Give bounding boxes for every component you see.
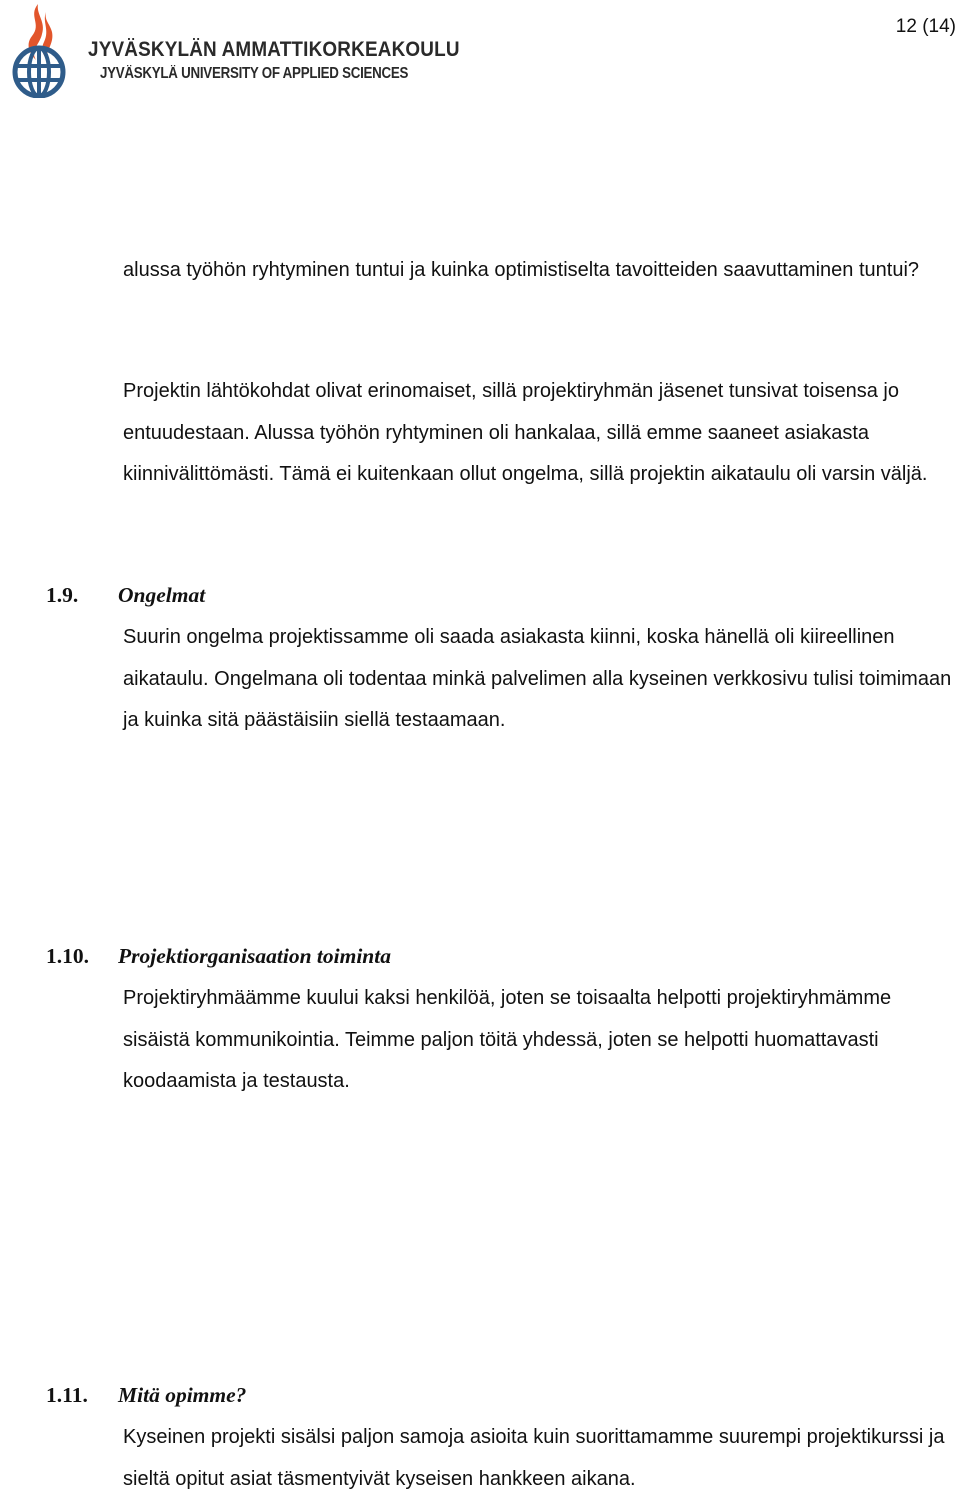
section-title: Ongelmat	[118, 583, 206, 607]
page-header	[0, 0, 960, 110]
section-text-project-organization: Projektiryhmäämme kuului kaksi henkilöä, joten se toisaalta helpotti projektiryhmämme sisäistä kommunikointia. Teimme paljon töitä yhdessä, joten se helpotti huomattavasti koodaamista ja testausta.	[123, 987, 892, 1092]
jamk-logo-icon	[2, 2, 76, 98]
logo-text-english: JYVÄSKYLÄ UNIVERSITY OF APPLIED SCIENCES	[100, 65, 409, 82]
section-text-problems: Suurin ongelma projektissamme oli saada asiakasta kiinni, koska hänellä oli kiireellinen aikataulu. Ongelmana oli todentaa minkä palvelimen alla kyseinen verkkosivu tulisi toimimaan ja kuinka sitä päästäisiin siellä testaamaan.	[123, 626, 952, 731]
section-number: 1.10.	[46, 944, 89, 968]
section-heading-what-we-learned	[46, 1383, 246, 1408]
paragraph-intro-continuation: alussa työhön ryhtyminen tuntui ja kuinka optimistiselta tavoitteiden saavuttaminen tuntui?	[123, 259, 920, 281]
section-heading-project-organization	[46, 944, 391, 969]
paragraph-starting-points: Projektin lähtökohdat olivat erinomaiset, sillä projektiryhmän jäsenet tunsivat toisensa jo entuudestaan. Alussa työhön ryhtyminen oli hankalaa, sillä emme saaneet asiakasta kiinnivälittömästi. Tämä ei kuitenkaan ollut ongelma, sillä projektin aikataulu oli varsin väljä.	[123, 380, 928, 485]
page-number: 12 (14)	[895, 16, 956, 37]
logo-text-finnish: JYVÄSKYLÄN AMMATTIKORKEAKOULU	[88, 38, 460, 61]
section-text-what-we-learned: Kyseinen projekti sisälsi paljon samoja asioita kuin suorittamamme suurempi projektikurssi ja sieltä opitut asiat täsmentyivät kyseisen hankkeen aikana.	[123, 1426, 945, 1490]
section-heading-problems	[46, 583, 205, 608]
section-title: Mitä opimme?	[118, 1383, 247, 1407]
section-number: 1.11.	[46, 1383, 88, 1407]
section-number: 1.9.	[46, 583, 79, 607]
section-title: Projektiorganisaation toiminta	[118, 944, 391, 968]
university-logo	[2, 2, 472, 98]
